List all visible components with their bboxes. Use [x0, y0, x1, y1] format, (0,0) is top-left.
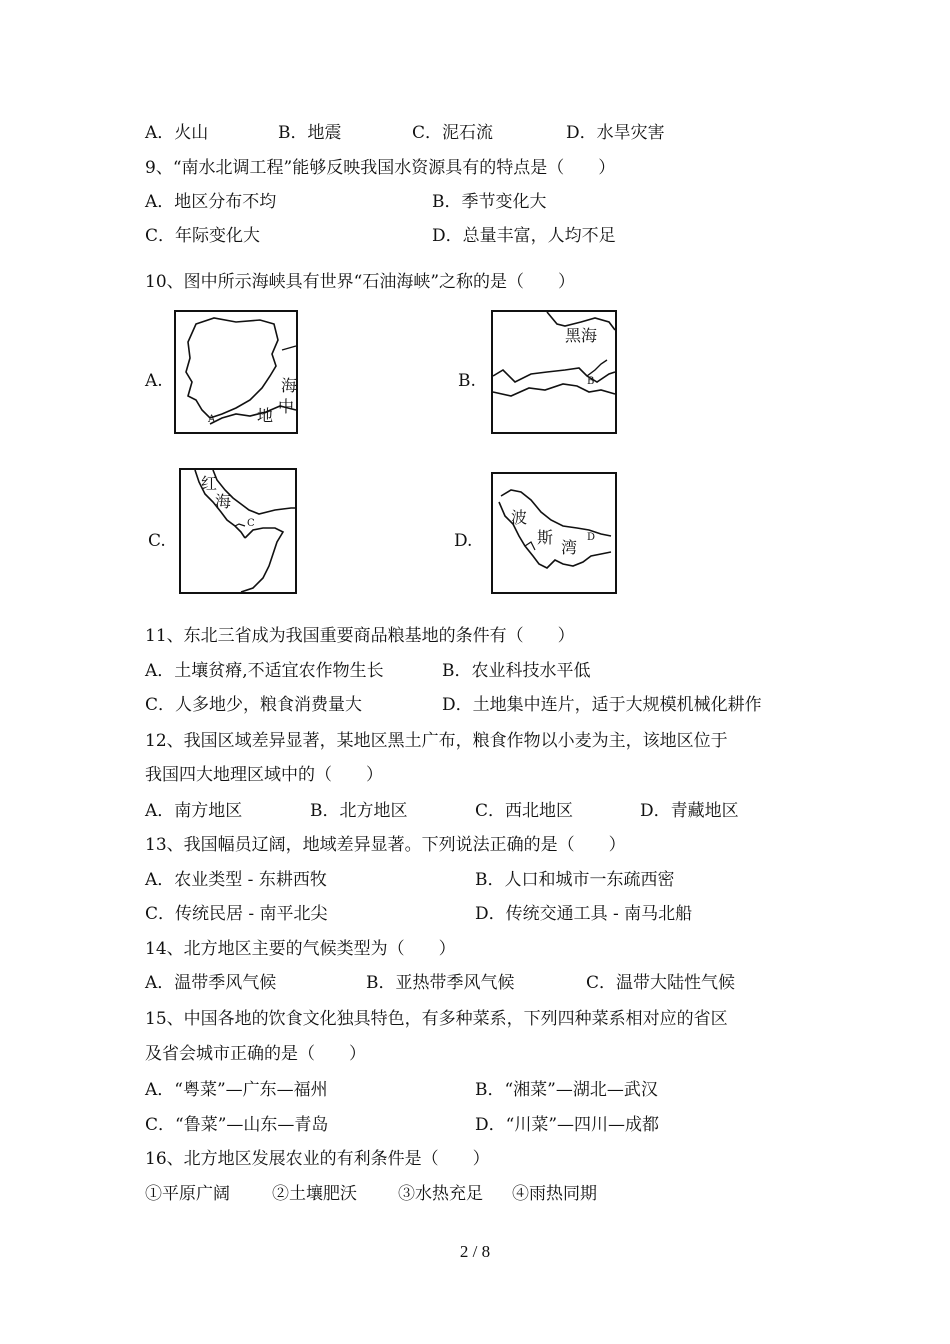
q15-option-b: B．“湘菜”—湖北—武汉 [475, 1080, 658, 1100]
map-d-drawing [491, 472, 617, 594]
q12-stem-line2: 我国四大地理区域中的（ ） [145, 765, 383, 785]
q11-option-b: B．农业科技水平低 [442, 661, 591, 681]
map-d-label-g2: 斯 [537, 528, 554, 547]
q16-item-2: ②土壤肥沃 [272, 1184, 357, 1204]
q14-option-a: A．温带季风气候 [145, 973, 277, 993]
q12-option-c: C．西北地区 [475, 801, 574, 821]
q15-option-a: A．“粤菜”—广东—福州 [145, 1080, 328, 1100]
q8-option-a: A．火山 [145, 123, 209, 143]
q16-stem: 16、北方地区发展农业的有利条件是（ ） [145, 1149, 490, 1169]
page-number: 2 / 8 [459, 1242, 491, 1261]
q14-option-b: B．亚热带季风气候 [366, 973, 515, 993]
map-c-drawing [179, 468, 297, 594]
q13-option-c: C．传统民居 - 南平北尖 [145, 904, 328, 924]
q11-option-d: D．土地集中连片，适于大规模机械化耕作 [442, 695, 762, 715]
q13-option-a: A．农业类型 - 东耕西牧 [145, 870, 327, 890]
q10-option-c-label: C. [148, 531, 166, 551]
q14-stem: 14、北方地区主要的气候类型为（ ） [145, 939, 456, 959]
q13-stem: 13、我国幅员辽阔，地域差异显著。下列说法正确的是（ ） [145, 835, 626, 855]
q9-option-a: A．地区分布不均 [145, 192, 277, 212]
q14-option-c: C．温带大陆性气候 [586, 973, 736, 993]
map-d-strait-marker: D [587, 532, 596, 543]
q9-option-b: B．季节变化大 [432, 192, 547, 212]
q11-option-c: C．人多地少，粮食消费量大 [145, 695, 363, 715]
q9-option-d: D．总量丰富，人均不足 [432, 226, 616, 246]
q8-option-d: D．水旱灾害 [566, 123, 665, 143]
map-b-strait-marker: B [587, 376, 595, 387]
q10-option-a-label: A. [145, 371, 163, 391]
q16-item-4: ④雨热同期 [512, 1184, 597, 1204]
map-b-label-sea: 黑海 [565, 326, 598, 345]
map-a-label-sea1: 海 [281, 376, 298, 395]
q11-option-a: A．土壤贫瘠,不适宜农作物生长 [145, 661, 384, 681]
q16-item-1: ①平原广阔 [145, 1184, 230, 1204]
q12-option-a: A．南方地区 [145, 801, 243, 821]
q8-option-b: B．地震 [278, 123, 342, 143]
map-d [491, 472, 617, 594]
q15-option-d: D．“川菜”—四川—成都 [475, 1115, 660, 1135]
map-d-label-g1: 波 [511, 508, 528, 527]
q11-stem: 11、东北三省成为我国重要商品粮基地的条件有（ ） [145, 626, 575, 646]
map-c [179, 468, 297, 594]
map-c-label-sea1: 红 [201, 474, 218, 493]
map-a-label-sea3: 地 [257, 406, 274, 425]
map-b-drawing [491, 310, 617, 434]
q10-option-d-label: D. [454, 531, 473, 551]
map-c-label-sea2: 海 [215, 492, 232, 511]
map-c-strait-marker: C [247, 518, 255, 529]
q15-stem-line1: 15、中国各地的饮食文化独具特色，有多种菜系，下列四种菜系相对应的省区 [145, 1009, 728, 1029]
q12-option-d: D．青藏地区 [640, 801, 739, 821]
q8-option-c: C．泥石流 [412, 123, 494, 143]
q9-stem: 9、“南水北调工程”能够反映我国水资源具有的特点是（ ） [145, 158, 616, 178]
q15-option-c: C．“鲁菜”—山东—青岛 [145, 1115, 329, 1135]
q13-option-b: B．人口和城市一东疏西密 [475, 870, 675, 890]
map-a-label-sea2: 中 [278, 397, 295, 416]
map-d-label-g3: 湾 [561, 538, 578, 557]
q16-item-3: ③水热充足 [398, 1184, 483, 1204]
q9-option-c: C．年际变化大 [145, 226, 261, 246]
q10-stem: 10、图中所示海峡具有世界“石油海峡”之称的是（ ） [145, 272, 576, 292]
q13-option-d: D．传统交通工具 - 南马北船 [475, 904, 693, 924]
q12-stem-line1: 12、我国区域差异显著，某地区黑土广布，粮食作物以小麦为主，该地区位于 [145, 731, 728, 751]
map-a [174, 310, 298, 434]
q12-option-b: B．北方地区 [310, 801, 408, 821]
q15-stem-line2: 及省会城市正确的是（ ） [145, 1044, 366, 1064]
map-b [491, 310, 617, 434]
map-a-strait-marker: A [208, 414, 216, 425]
q10-option-b-label: B. [458, 371, 476, 391]
